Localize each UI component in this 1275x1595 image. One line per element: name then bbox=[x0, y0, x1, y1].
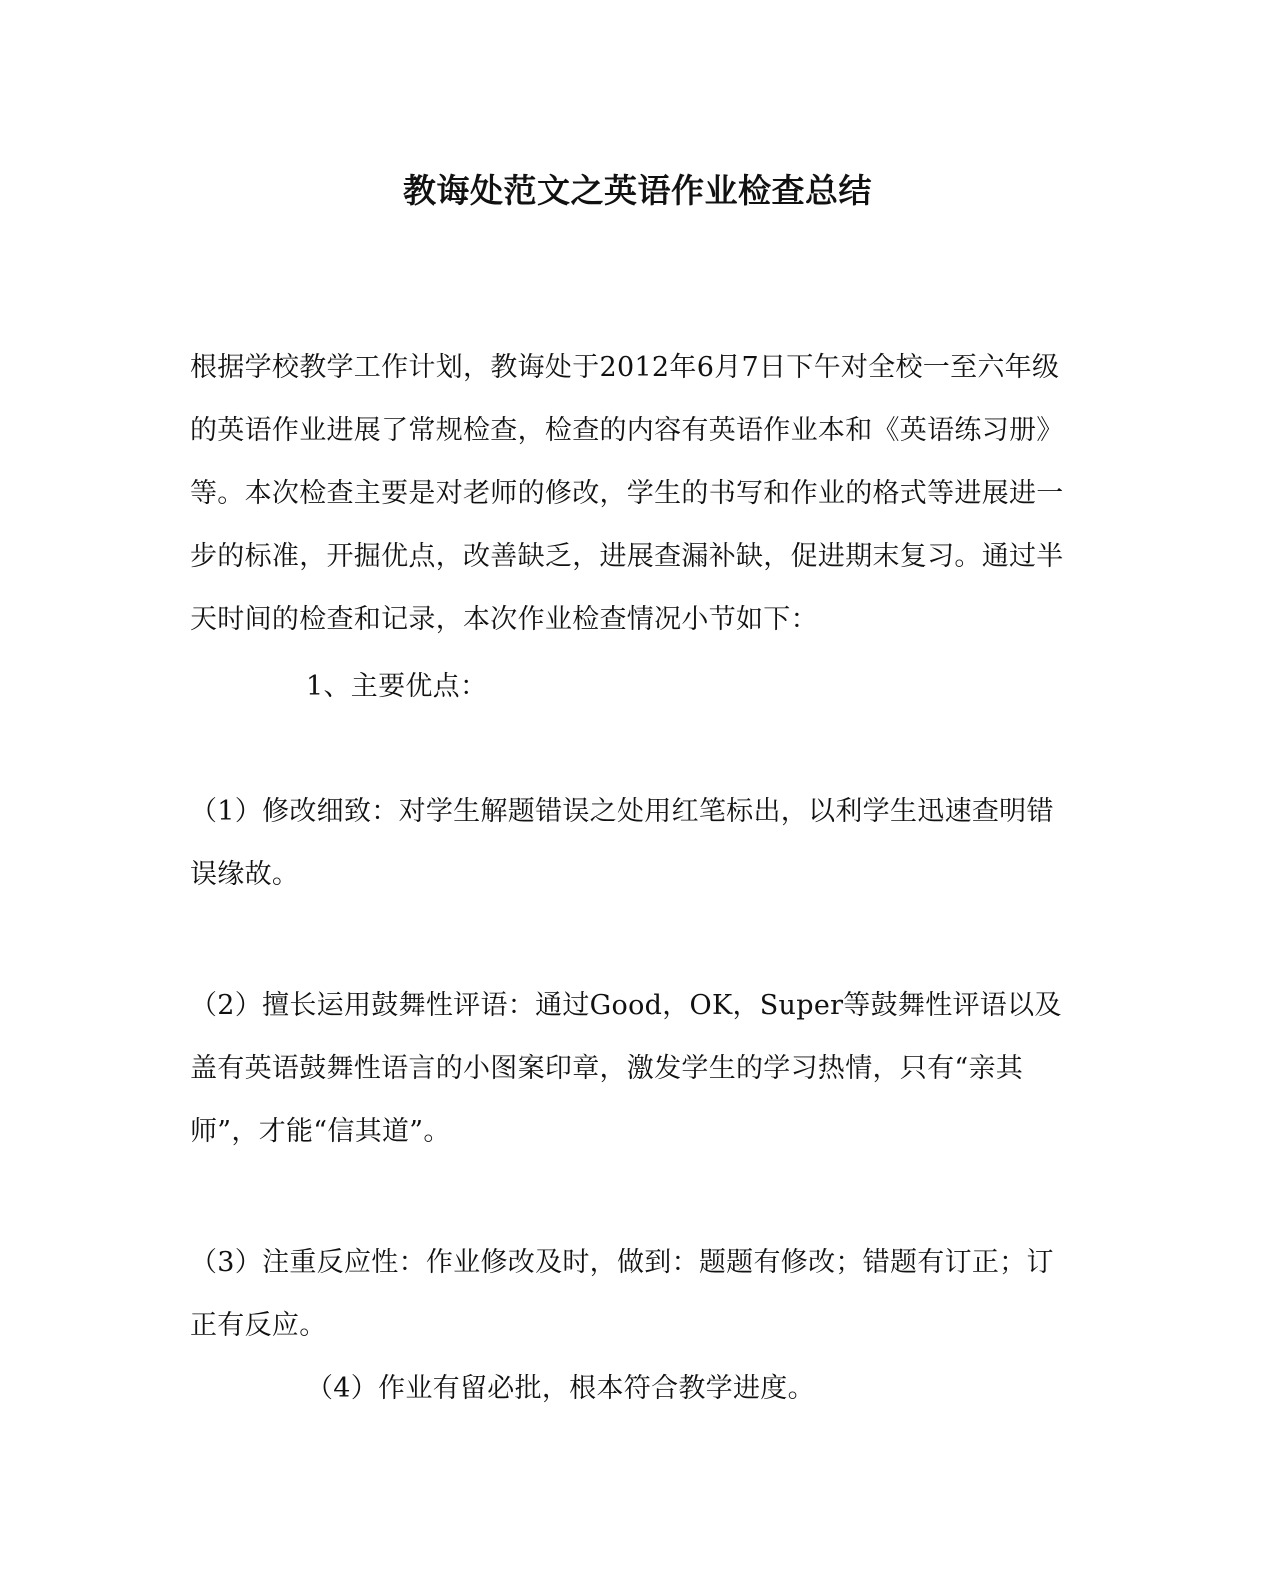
section-heading: 1、主要优点： bbox=[306, 671, 488, 702]
point-4-paragraph: （4）作业有留必批，根本符合教学进度。 bbox=[306, 1373, 815, 1404]
point-2-paragraph: （2）擅长运用鼓舞性评语：通过Good，OK，Super等鼓舞性评语以及盖有英语鼓舞性语言的小图案印章，激发学生的学习热情，只有“亲其师”，才能“信其道”。 bbox=[190, 990, 1062, 1147]
point-3-paragraph: （3）注重反应性：作业修改及时，做到：题题有修改；错题有订正；订正有反应。 bbox=[190, 1247, 1054, 1341]
point-1-paragraph: （1）修改细致：对学生解题错误之处用红笔标出，以利学生迅速查明错误缘故。 bbox=[190, 796, 1054, 890]
intro-paragraph: 根据学校教学工作计划，教诲处于2012年6月7日下午对全校一至六年级的英语作业进展了常规检查，检查的内容有英语作业本和《英语练习册》等。本次检查主要是对老师的修改，学生的书写和作业的格式等进展进一步的标准，开掘优点，改善缺乏，进展查漏补缺，促进期末复习。通过半天时间的检查和记录，本次作业检查情况小节如下： bbox=[190, 352, 1064, 635]
document-title: 教诲处范文之英语作业检查总结 bbox=[403, 171, 872, 210]
